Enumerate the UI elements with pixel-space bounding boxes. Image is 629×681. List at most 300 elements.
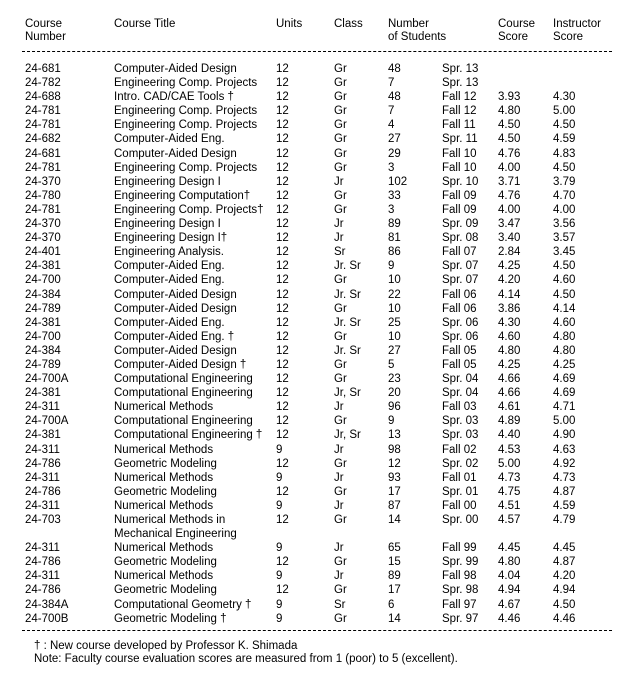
students-cell: 10 bbox=[388, 330, 401, 343]
instructor-score-cell: 4.59 bbox=[553, 133, 576, 146]
class-cell: Jr. Sr bbox=[334, 316, 361, 329]
course-number-cell: 24-700B bbox=[25, 612, 69, 625]
units-cell: 12 bbox=[276, 105, 289, 118]
table-row bbox=[0, 90, 629, 104]
course-score-cell: 4.80 bbox=[498, 344, 521, 357]
units-cell: 9 bbox=[276, 443, 283, 456]
instructor-score-cell: 4.71 bbox=[553, 401, 576, 414]
course-title-cell: Numerical Methods bbox=[114, 443, 214, 456]
term-cell: Spr. 03 bbox=[442, 415, 479, 428]
header-course-score bbox=[498, 18, 535, 44]
course-title-cell: Computational Geometry † bbox=[114, 598, 252, 611]
class-cell: Gr bbox=[334, 105, 347, 118]
units-cell: 12 bbox=[276, 330, 289, 343]
class-cell: Jr. Sr bbox=[334, 260, 361, 273]
class-cell: Gr bbox=[334, 147, 347, 160]
course-score-cell: 4.25 bbox=[498, 260, 521, 273]
course-score-cell: 4.73 bbox=[498, 471, 521, 484]
class-cell: Gr bbox=[334, 189, 347, 202]
course-score-cell: 4.75 bbox=[498, 485, 521, 498]
course-title-cell: Engineering Computation† bbox=[114, 189, 251, 202]
course-number-cell: 24-370 bbox=[25, 232, 61, 245]
instructor-score-cell: 4.59 bbox=[553, 499, 576, 512]
students-cell: 17 bbox=[388, 485, 401, 498]
course-title-cell: Computer-Aided Eng. bbox=[114, 260, 225, 273]
table-row bbox=[0, 161, 629, 175]
class-cell: Gr bbox=[334, 556, 347, 569]
instructor-score-cell: 4.45 bbox=[553, 542, 576, 555]
course-number-cell: 24-789 bbox=[25, 358, 61, 371]
table-row bbox=[0, 302, 629, 316]
term-cell: Fall 11 bbox=[442, 119, 476, 132]
term-cell: Fall 03 bbox=[442, 401, 477, 414]
term-cell: Spr. 13 bbox=[442, 77, 479, 90]
instructor-score-cell: 4.69 bbox=[553, 387, 576, 400]
course-title-cell: Computer-Aided Design bbox=[114, 302, 237, 315]
course-score-cell: 4.76 bbox=[498, 147, 521, 160]
students-cell: 6 bbox=[388, 598, 395, 611]
course-score-cell: 3.47 bbox=[498, 218, 521, 231]
course-number-cell: 24-401 bbox=[25, 246, 61, 259]
instructor-score-cell: 4.63 bbox=[553, 443, 576, 456]
table-row bbox=[0, 203, 629, 217]
course-score-cell: 4.89 bbox=[498, 415, 521, 428]
course-number-cell: 24-384 bbox=[25, 288, 61, 301]
class-cell: Jr. Sr bbox=[334, 344, 361, 357]
course-number-cell: 24-381 bbox=[25, 387, 61, 400]
units-cell: 12 bbox=[276, 147, 289, 160]
instructor-score-cell: 4.50 bbox=[553, 260, 576, 273]
instructor-score-cell: 4.25 bbox=[553, 358, 576, 371]
table-row bbox=[0, 76, 629, 90]
students-cell: 7 bbox=[388, 77, 395, 90]
course-number-cell: 24-700 bbox=[25, 330, 61, 343]
course-number-cell: 24-311 bbox=[25, 401, 60, 414]
table-body bbox=[0, 62, 629, 626]
course-number-cell: 24-786 bbox=[25, 485, 61, 498]
term-cell: Spr. 00 bbox=[442, 514, 479, 526]
course-title-cell: Numerical Methods bbox=[114, 570, 214, 583]
students-cell: 14 bbox=[388, 514, 401, 526]
instructor-score-cell: 4.80 bbox=[553, 344, 576, 357]
course-score-cell: 4.50 bbox=[498, 133, 521, 146]
units-cell: 12 bbox=[276, 246, 289, 259]
course-title-cell: Computer-Aided Eng. bbox=[114, 274, 225, 287]
instructor-score-cell: 4.50 bbox=[553, 288, 576, 301]
instructor-score-cell: 4.94 bbox=[553, 584, 576, 597]
instructor-score-cell: 4.87 bbox=[553, 556, 576, 569]
course-score-cell: 4.25 bbox=[498, 358, 521, 371]
instructor-score-cell: 4.46 bbox=[553, 612, 576, 625]
class-cell: Sr bbox=[334, 246, 346, 259]
class-cell: Jr bbox=[334, 499, 344, 512]
table-row bbox=[0, 273, 629, 287]
students-cell: 86 bbox=[388, 246, 401, 259]
students-cell: 22 bbox=[388, 288, 401, 301]
course-title-cell: Computer-Aided Design bbox=[114, 63, 237, 75]
units-cell: 12 bbox=[276, 175, 289, 188]
course-title-cell: Geometric Modeling bbox=[114, 584, 217, 597]
course-title-cell: Engineering Design I bbox=[114, 218, 221, 231]
students-cell: 25 bbox=[388, 316, 401, 329]
table-row bbox=[0, 344, 629, 358]
instructor-score-cell: 4.80 bbox=[553, 330, 576, 343]
instructor-score-cell: 4.50 bbox=[553, 598, 576, 611]
course-number-cell: 24-381 bbox=[25, 316, 61, 329]
course-score-cell: 4.45 bbox=[498, 542, 521, 555]
term-cell: Fall 01 bbox=[442, 471, 477, 484]
header-course-number bbox=[25, 18, 66, 44]
units-cell: 12 bbox=[276, 429, 289, 442]
term-cell: Spr. 09 bbox=[442, 218, 479, 231]
class-cell: Gr bbox=[334, 485, 347, 498]
course-number-cell: 24-700A bbox=[25, 373, 69, 386]
term-cell: Spr. 10 bbox=[442, 175, 479, 188]
class-cell: Gr bbox=[334, 91, 347, 104]
students-cell: 96 bbox=[388, 401, 401, 414]
term-cell: Fall 12 bbox=[442, 91, 477, 104]
instructor-score-cell: 4.50 bbox=[553, 119, 576, 132]
term-cell: Spr. 11 bbox=[442, 133, 478, 146]
class-cell: Gr bbox=[334, 77, 347, 90]
course-number-cell: 24-780 bbox=[25, 189, 61, 202]
units-cell: 12 bbox=[276, 91, 289, 104]
units-cell: 12 bbox=[276, 189, 289, 202]
students-cell: 98 bbox=[388, 443, 401, 456]
students-cell: 89 bbox=[388, 570, 401, 583]
term-cell: Spr. 01 bbox=[442, 485, 479, 498]
course-number-cell: 24-786 bbox=[25, 457, 61, 470]
units-cell: 12 bbox=[276, 119, 289, 132]
header-course-number-line2: Number bbox=[25, 31, 66, 43]
term-cell: Fall 99 bbox=[442, 542, 477, 555]
course-number-cell: 24-311 bbox=[25, 443, 60, 456]
course-title-cell: Numerical Methods bbox=[114, 542, 214, 555]
course-score-cell: 4.61 bbox=[498, 401, 521, 414]
class-cell: Gr bbox=[334, 203, 347, 216]
students-cell: 27 bbox=[388, 344, 401, 357]
students-cell: 23 bbox=[388, 373, 401, 386]
term-cell: Spr. 98 bbox=[442, 584, 479, 597]
students-cell: 9 bbox=[388, 260, 395, 273]
course-title-cell: Computational Engineering bbox=[114, 373, 253, 386]
course-score-cell: 4.66 bbox=[498, 373, 521, 386]
units-cell: 9 bbox=[276, 598, 283, 611]
units-cell: 12 bbox=[276, 133, 289, 146]
term-cell: Fall 00 bbox=[442, 499, 477, 512]
instructor-score-cell: 4.69 bbox=[553, 373, 576, 386]
class-cell: Gr bbox=[334, 302, 347, 315]
table-row bbox=[0, 316, 629, 330]
header-divider bbox=[22, 51, 612, 52]
course-number-cell: 24-381 bbox=[25, 429, 61, 442]
header-course-score-line1: Course bbox=[498, 18, 536, 30]
term-cell: Spr. 97 bbox=[442, 612, 479, 625]
course-title-cell: Engineering Comp. Projects† bbox=[114, 203, 264, 216]
instructor-score-cell: 5.00 bbox=[553, 415, 576, 428]
table-row bbox=[0, 400, 629, 414]
class-cell: Jr bbox=[334, 542, 344, 555]
course-title-cell: Engineering Comp. Projects bbox=[114, 105, 258, 118]
footnotes bbox=[34, 640, 458, 666]
class-cell: Gr bbox=[334, 584, 347, 597]
class-cell: Jr bbox=[334, 401, 344, 414]
term-cell: Fall 06 bbox=[442, 302, 477, 315]
course-score-cell: 4.57 bbox=[498, 514, 521, 526]
header-class: Class bbox=[334, 18, 363, 30]
table-row bbox=[0, 386, 629, 400]
units-cell: 12 bbox=[276, 415, 289, 428]
term-cell: Spr. 06 bbox=[442, 316, 479, 329]
course-title-cell: Computer-Aided Design bbox=[114, 288, 237, 301]
table-row bbox=[0, 62, 629, 76]
header-students-line2: of Students bbox=[388, 31, 447, 43]
term-cell: Fall 10 bbox=[442, 161, 477, 174]
course-score-cell: 4.00 bbox=[498, 161, 521, 174]
course-number-cell: 24-703 bbox=[25, 514, 61, 526]
instructor-score-cell: 3.56 bbox=[553, 218, 576, 231]
table-row bbox=[0, 288, 629, 302]
table-row bbox=[0, 259, 629, 273]
course-number-cell: 24-311 bbox=[25, 471, 60, 484]
course-score-cell: 4.04 bbox=[498, 570, 521, 583]
course-score-cell: 4.66 bbox=[498, 387, 521, 400]
course-number-cell: 24-681 bbox=[25, 63, 61, 75]
table-row bbox=[0, 132, 629, 146]
course-number-cell: 24-311 bbox=[25, 570, 60, 583]
course-score-cell: 5.00 bbox=[498, 457, 521, 470]
instructor-score-cell: 4.20 bbox=[553, 570, 576, 583]
course-score-cell: 4.80 bbox=[498, 105, 521, 118]
instructor-score-cell: 3.45 bbox=[553, 246, 576, 259]
table-row bbox=[0, 569, 629, 583]
course-title-cell: Computational Engineering bbox=[114, 387, 253, 400]
header-students-line1: Number bbox=[388, 18, 429, 30]
course-number-cell: 24-688 bbox=[25, 91, 61, 104]
class-cell: Jr bbox=[334, 570, 344, 583]
term-cell: Spr. 02 bbox=[442, 457, 479, 470]
table-row bbox=[0, 598, 629, 612]
table-row bbox=[0, 443, 629, 457]
course-title-cell: Engineering Design I bbox=[114, 175, 221, 188]
term-cell: Spr. 03 bbox=[442, 429, 479, 442]
course-number-cell: 24-781 bbox=[25, 119, 61, 132]
term-cell: Fall 05 bbox=[442, 358, 477, 371]
term-cell: Spr. 99 bbox=[442, 556, 479, 569]
course-number-cell: 24-786 bbox=[25, 584, 61, 597]
course-score-cell: 4.80 bbox=[498, 556, 521, 569]
table-row bbox=[0, 414, 629, 428]
course-score-cell: 3.93 bbox=[498, 91, 521, 104]
course-title-cell: Numerical Methods in Mechanical Engineering bbox=[114, 514, 237, 540]
term-cell: Fall 07 bbox=[442, 246, 477, 259]
term-cell: Spr. 07 bbox=[442, 274, 479, 287]
course-title-cell: Computer-Aided Design † bbox=[114, 358, 247, 371]
table-row bbox=[0, 471, 629, 485]
class-cell: Gr bbox=[334, 457, 347, 470]
class-cell: Jr bbox=[334, 175, 344, 188]
units-cell: 9 bbox=[276, 612, 283, 625]
students-cell: 12 bbox=[388, 457, 401, 470]
students-cell: 33 bbox=[388, 189, 401, 202]
table-row bbox=[0, 457, 629, 471]
units-cell: 12 bbox=[276, 584, 289, 597]
course-title-cell: Engineering Analysis. bbox=[114, 246, 224, 259]
instructor-score-cell: 4.60 bbox=[553, 274, 576, 287]
course-number-cell: 24-311 bbox=[25, 499, 60, 512]
class-cell: Jr, Sr bbox=[334, 387, 361, 400]
units-cell: 12 bbox=[276, 401, 289, 414]
course-score-cell: 4.14 bbox=[498, 288, 521, 301]
course-number-cell: 24-384A bbox=[25, 598, 69, 611]
term-cell: Fall 98 bbox=[442, 570, 477, 583]
units-cell: 12 bbox=[276, 218, 289, 231]
students-cell: 10 bbox=[388, 302, 401, 315]
course-score-cell: 3.86 bbox=[498, 302, 521, 315]
units-cell: 12 bbox=[276, 316, 289, 329]
course-title-cell: Engineering Comp. Projects bbox=[114, 161, 258, 174]
course-title-cell: Numerical Methods bbox=[114, 471, 214, 484]
students-cell: 4 bbox=[388, 119, 395, 132]
class-cell: Gr bbox=[334, 161, 347, 174]
header-course-title: Course Title bbox=[114, 18, 176, 30]
units-cell: 12 bbox=[276, 203, 289, 216]
table-row bbox=[0, 372, 629, 386]
course-score-cell: 4.67 bbox=[498, 598, 521, 611]
course-number-cell: 24-681 bbox=[25, 147, 61, 160]
course-number-cell: 24-682 bbox=[25, 133, 61, 146]
course-title-cell: Computer-Aided Eng. † bbox=[114, 330, 235, 343]
class-cell: Gr bbox=[334, 63, 347, 75]
students-cell: 89 bbox=[388, 218, 401, 231]
course-score-cell: 4.60 bbox=[498, 330, 521, 343]
course-number-cell: 24-781 bbox=[25, 105, 61, 118]
units-cell: 12 bbox=[276, 77, 289, 90]
table-row bbox=[0, 330, 629, 344]
instructor-score-cell: 4.50 bbox=[553, 161, 576, 174]
instructor-score-cell: 4.83 bbox=[553, 147, 576, 160]
units-cell: 12 bbox=[276, 358, 289, 371]
students-cell: 5 bbox=[388, 358, 395, 371]
course-title-cell: Engineering Comp. Projects bbox=[114, 119, 258, 132]
units-cell: 12 bbox=[276, 457, 289, 470]
class-cell: Gr bbox=[334, 514, 347, 526]
instructor-score-cell: 5.00 bbox=[553, 105, 576, 118]
students-cell: 3 bbox=[388, 203, 395, 216]
students-cell: 13 bbox=[388, 429, 401, 442]
class-cell: Gr bbox=[334, 358, 347, 371]
class-cell: Gr bbox=[334, 415, 347, 428]
units-cell: 12 bbox=[276, 161, 289, 174]
course-title-cell: Engineering Comp. Projects bbox=[114, 77, 258, 90]
course-score-cell: 4.20 bbox=[498, 274, 521, 287]
term-cell: Spr. 13 bbox=[442, 63, 479, 75]
table-row bbox=[0, 485, 629, 499]
units-cell: 12 bbox=[276, 556, 289, 569]
students-cell: 48 bbox=[388, 63, 401, 75]
term-cell: Spr. 04 bbox=[442, 373, 479, 386]
course-number-cell: 24-781 bbox=[25, 203, 61, 216]
units-cell: 12 bbox=[276, 485, 289, 498]
instructor-score-cell: 4.30 bbox=[553, 91, 576, 104]
course-score-cell: 4.53 bbox=[498, 443, 521, 456]
course-number-cell: 24-311 bbox=[25, 542, 60, 555]
table-row bbox=[0, 583, 629, 597]
units-cell: 12 bbox=[276, 302, 289, 315]
table-row bbox=[0, 231, 629, 245]
course-number-cell: 24-700A bbox=[25, 415, 69, 428]
instructor-score-cell: 4.60 bbox=[553, 316, 576, 329]
header-instructor-score-line2: Score bbox=[553, 31, 584, 43]
course-number-cell: 24-786 bbox=[25, 556, 61, 569]
course-title-cell: Computer-Aided Design bbox=[114, 344, 237, 357]
table-header bbox=[0, 18, 629, 48]
table-row bbox=[0, 189, 629, 203]
class-cell: Jr bbox=[334, 443, 344, 456]
footnote-score-scale: Note: Faculty course evaluation scores are measured from 1 (poor) to 5 (excellent). bbox=[34, 653, 458, 665]
course-title-cell: Computational Engineering bbox=[114, 415, 253, 428]
header-instructor-score bbox=[553, 18, 601, 44]
course-score-cell: 4.50 bbox=[498, 119, 521, 132]
course-title-cell: Numerical Methods bbox=[114, 401, 214, 414]
course-title-cell: Geometric Modeling † bbox=[114, 612, 227, 625]
students-cell: 15 bbox=[388, 556, 401, 569]
table-row bbox=[0, 612, 629, 626]
course-title-cell: Computer-Aided Eng. bbox=[114, 316, 225, 329]
units-cell: 12 bbox=[276, 232, 289, 245]
students-cell: 48 bbox=[388, 91, 401, 104]
class-cell: Jr bbox=[334, 471, 344, 484]
table-row bbox=[0, 428, 629, 442]
units-cell: 9 bbox=[276, 471, 283, 484]
header-course-number-line1: Course bbox=[25, 18, 63, 30]
units-cell: 12 bbox=[276, 288, 289, 301]
instructor-score-cell: 4.70 bbox=[553, 189, 576, 202]
table-row bbox=[0, 555, 629, 569]
header-course-score-line2: Score bbox=[498, 31, 529, 43]
term-cell: Spr. 07 bbox=[442, 260, 479, 273]
class-cell: Gr bbox=[334, 133, 347, 146]
table-row bbox=[0, 358, 629, 372]
course-title-cell: Geometric Modeling bbox=[114, 556, 217, 569]
term-cell: Fall 02 bbox=[442, 443, 477, 456]
course-score-cell: 4.46 bbox=[498, 612, 521, 625]
header-instructor-score-line1: Instructor bbox=[553, 18, 601, 30]
students-cell: 14 bbox=[388, 612, 401, 625]
students-cell: 7 bbox=[388, 105, 395, 118]
class-cell: Jr bbox=[334, 218, 344, 231]
units-cell: 9 bbox=[276, 499, 283, 512]
table-row bbox=[0, 541, 629, 555]
students-cell: 20 bbox=[388, 387, 401, 400]
course-title-cell: Engineering Design I† bbox=[114, 232, 228, 245]
course-number-cell: 24-789 bbox=[25, 302, 61, 315]
course-title-cell: Intro. CAD/CAE Tools † bbox=[114, 91, 234, 104]
header-students bbox=[388, 18, 446, 44]
students-cell: 81 bbox=[388, 232, 401, 245]
term-cell: Fall 09 bbox=[442, 189, 477, 202]
course-title-cell: Geometric Modeling bbox=[114, 485, 217, 498]
class-cell: Gr bbox=[334, 330, 347, 343]
table-row bbox=[0, 217, 629, 231]
course-score-cell: 4.00 bbox=[498, 203, 521, 216]
students-cell: 29 bbox=[388, 147, 401, 160]
class-cell: Gr bbox=[334, 612, 347, 625]
units-cell: 9 bbox=[276, 542, 283, 555]
units-cell: 12 bbox=[276, 387, 289, 400]
instructor-score-cell: 4.79 bbox=[553, 514, 576, 526]
course-title-cell: Geometric Modeling bbox=[114, 457, 217, 470]
